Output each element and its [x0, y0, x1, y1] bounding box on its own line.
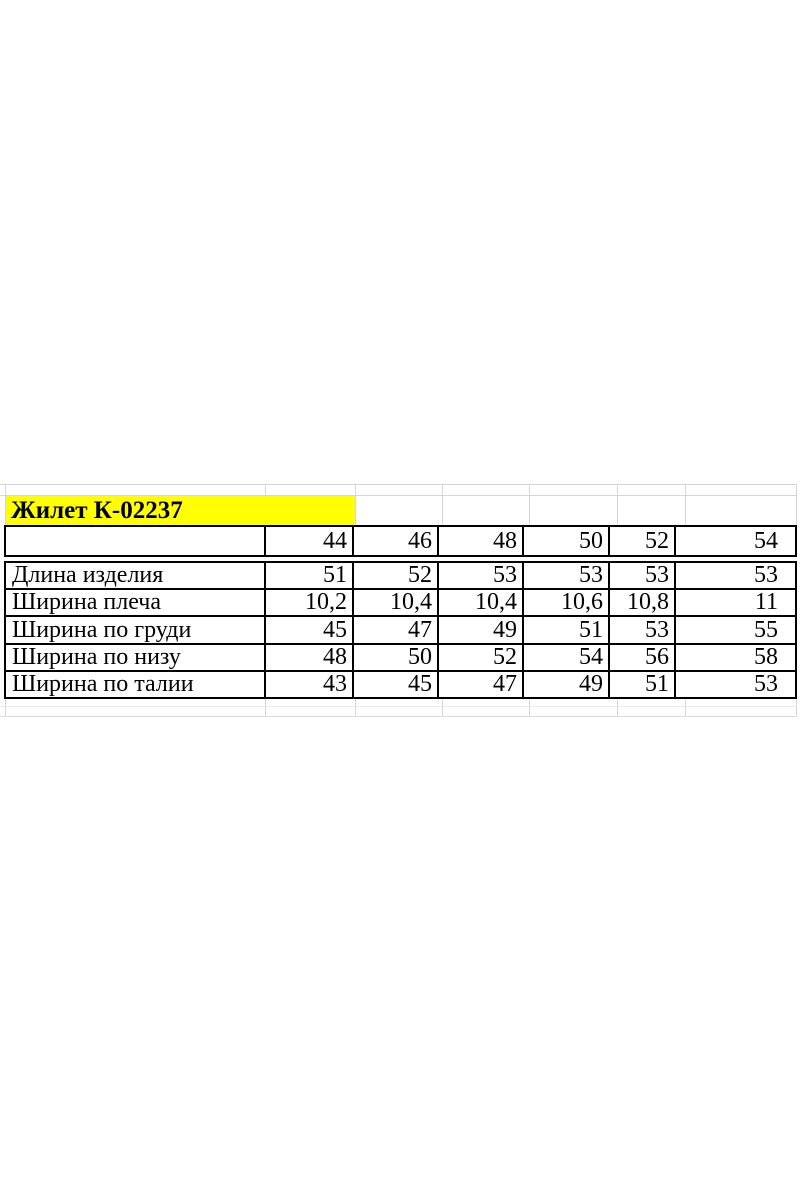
measurement-value-cell[interactable]: 10,6 [522, 590, 608, 615]
size-header-cell[interactable]: 54 [674, 527, 783, 555]
size-header-row [4, 525, 797, 557]
gridline-tick [796, 699, 797, 716]
gridline-tick [617, 484, 618, 496]
measurement-value-cell[interactable]: 10,2 [264, 590, 352, 615]
table-row [6, 588, 795, 615]
measurement-value-cell[interactable]: 56 [608, 645, 674, 670]
measurement-value-cell[interactable]: 47 [352, 617, 437, 643]
measurement-value-cell[interactable]: 53 [437, 563, 522, 588]
measurement-value-cell[interactable]: 11 [674, 590, 783, 615]
gridline-tick [617, 496, 618, 525]
empty-corner-cell[interactable] [6, 527, 264, 555]
measurement-value-cell[interactable]: 47 [437, 672, 522, 697]
table-row [6, 615, 795, 643]
size-header-cell[interactable]: 48 [437, 527, 522, 555]
gridline [0, 484, 797, 485]
table-row [6, 643, 795, 670]
measurement-label[interactable]: Ширина по низу [12, 645, 181, 670]
size-header-cell[interactable]: 46 [352, 527, 437, 555]
measurement-value-cell[interactable]: 45 [264, 617, 352, 643]
gridline-tick [796, 484, 797, 496]
measurement-value-cell[interactable]: 48 [264, 645, 352, 670]
measurement-value-cell[interactable]: 10,8 [608, 590, 674, 615]
gridline [0, 716, 797, 717]
gridline [0, 706, 797, 707]
measurement-label[interactable]: Ширина по талии [12, 672, 194, 697]
measurement-label[interactable]: Длина изделия [12, 563, 164, 588]
measurement-value-cell[interactable]: 53 [522, 563, 608, 588]
gridline-tick [265, 699, 266, 716]
table-row [6, 563, 795, 588]
measurement-value-cell[interactable]: 53 [608, 563, 674, 588]
measurement-value-cell[interactable]: 43 [264, 672, 352, 697]
measurement-value-cell[interactable]: 10,4 [352, 590, 437, 615]
measurement-value-cell[interactable]: 53 [674, 563, 783, 588]
gridline-tick [529, 484, 530, 496]
measurement-value-cell[interactable]: 52 [352, 563, 437, 588]
size-header-cell[interactable]: 50 [522, 527, 608, 555]
measurement-value-cell[interactable]: 50 [352, 645, 437, 670]
gridline-tick [265, 484, 266, 496]
measurement-value-cell[interactable]: 51 [522, 617, 608, 643]
gridline-tick [5, 699, 6, 716]
gridline-tick [355, 699, 356, 716]
measurement-value-cell[interactable]: 58 [674, 645, 783, 670]
measurement-value-cell[interactable]: 53 [608, 617, 674, 643]
measurement-value-cell[interactable]: 52 [437, 645, 522, 670]
measurement-label[interactable]: Ширина по груди [12, 617, 192, 643]
gridline-tick [442, 496, 443, 525]
measurement-label[interactable]: Ширина плеча [12, 590, 161, 615]
measurement-value-cell[interactable]: 51 [264, 563, 352, 588]
size-header-cell[interactable]: 44 [264, 527, 352, 555]
measurement-value-cell[interactable]: 55 [674, 617, 783, 643]
gridline-tick [796, 496, 797, 525]
gridline-tick [355, 484, 356, 496]
measurement-value-cell[interactable]: 49 [522, 672, 608, 697]
measurements-table [4, 561, 797, 699]
gridline-tick [529, 496, 530, 525]
measurement-value-cell[interactable]: 49 [437, 617, 522, 643]
gridline-tick [685, 484, 686, 496]
gridline-tick [685, 699, 686, 716]
gridline-tick [529, 699, 530, 716]
table-row [6, 670, 795, 697]
product-title-cell[interactable]: Жилет К-02237 [6, 496, 355, 525]
gridline-tick [442, 699, 443, 716]
size-header-cell[interactable]: 52 [608, 527, 674, 555]
measurement-value-cell[interactable]: 54 [522, 645, 608, 670]
measurement-value-cell[interactable]: 53 [674, 672, 783, 697]
gridline-tick [355, 496, 356, 525]
gridline-tick [685, 496, 686, 525]
measurement-value-cell[interactable]: 10,4 [437, 590, 522, 615]
gridline-tick [617, 699, 618, 716]
measurement-value-cell[interactable]: 51 [608, 672, 674, 697]
measurement-value-cell[interactable]: 45 [352, 672, 437, 697]
gridline-tick [442, 484, 443, 496]
